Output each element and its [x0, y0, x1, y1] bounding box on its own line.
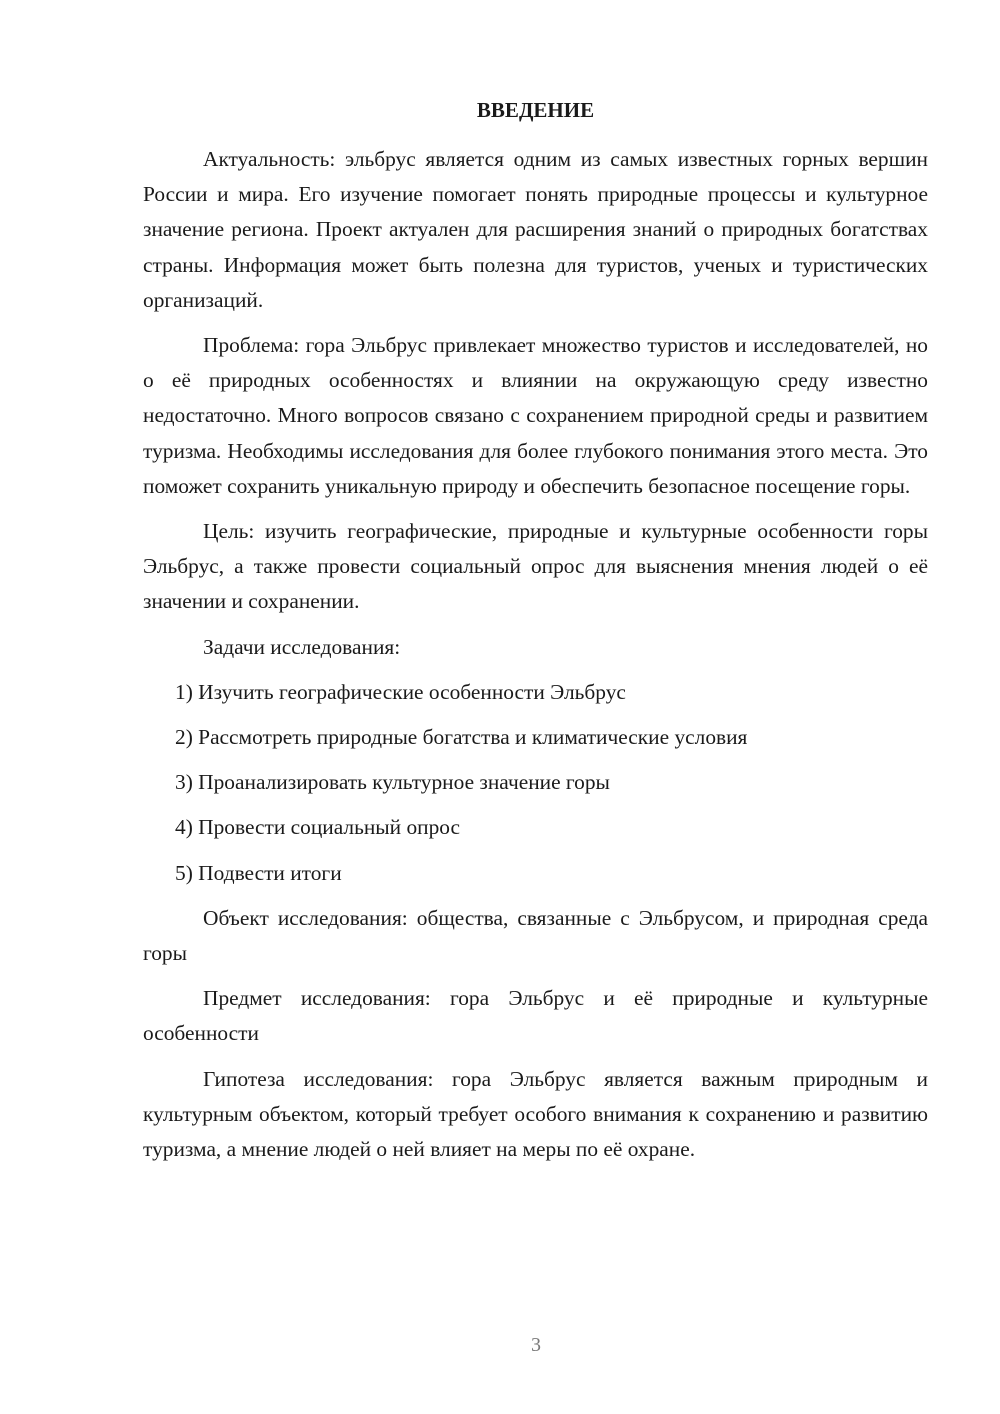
task-item: 1) Изучить географические особенности Эльбрус	[175, 679, 626, 704]
page-content	[143, 93, 928, 1177]
paragraph-subject: Предмет исследования: гора Эльбрус и её природные и культурные особенности	[143, 986, 928, 1046]
task-item: 2) Рассмотреть природные богатства и климатические условия	[175, 725, 748, 750]
paragraph-object: Объект исследования: общества, связанные с Эльбрусом, и природная среда горы	[143, 905, 928, 966]
task-item: 4) Провести социальный опрос	[175, 815, 461, 840]
task-item: 3) Проанализировать культурное значение горы	[175, 770, 610, 795]
paragraph-relevance: Актуальность: эльбрус является одним из самых известных горных вершин России и мира. Его изучение помогает понять природные процессы и культурное значение региона. Проект актуален для расширения знаний о природных богатствах страны. Информация может быть полезна для туристов, ученых и туристических организаций.	[143, 147, 928, 312]
task-item: 5) Подвести итоги	[175, 860, 342, 885]
page-title: ВВЕДЕНИЕ	[476, 98, 595, 122]
tasks-title: Задачи исследования:	[203, 634, 401, 659]
page-number: 3	[531, 1334, 541, 1356]
paragraph-goal: Цель: изучить географические, природные и культурные особенности горы Эльбрус, а также провести социальный опрос для выяснения мнения людей о её значении и сохранении.	[143, 519, 928, 614]
paragraph-hypothesis: Гипотеза исследования: гора Эльбрус является важным природным и культурным объектом, который требует особого внимания к сохранению и развитию туризма, а мнение людей о ней влияет на меры по её охране.	[143, 1066, 928, 1162]
paragraph-problem: Проблема: гора Эльбрус привлекает множество туристов и исследователей, но о её природных особенностях и влиянии на окружающую среду известно недостаточно. Много вопросов связано с сохранением природной среды и развитием туризма. Необходимы исследования для более глубокого понимания этого места. Это поможет сохранить уникальную природу и обеспечить безопасное посещение горы.	[143, 333, 928, 498]
task-list	[143, 675, 928, 891]
